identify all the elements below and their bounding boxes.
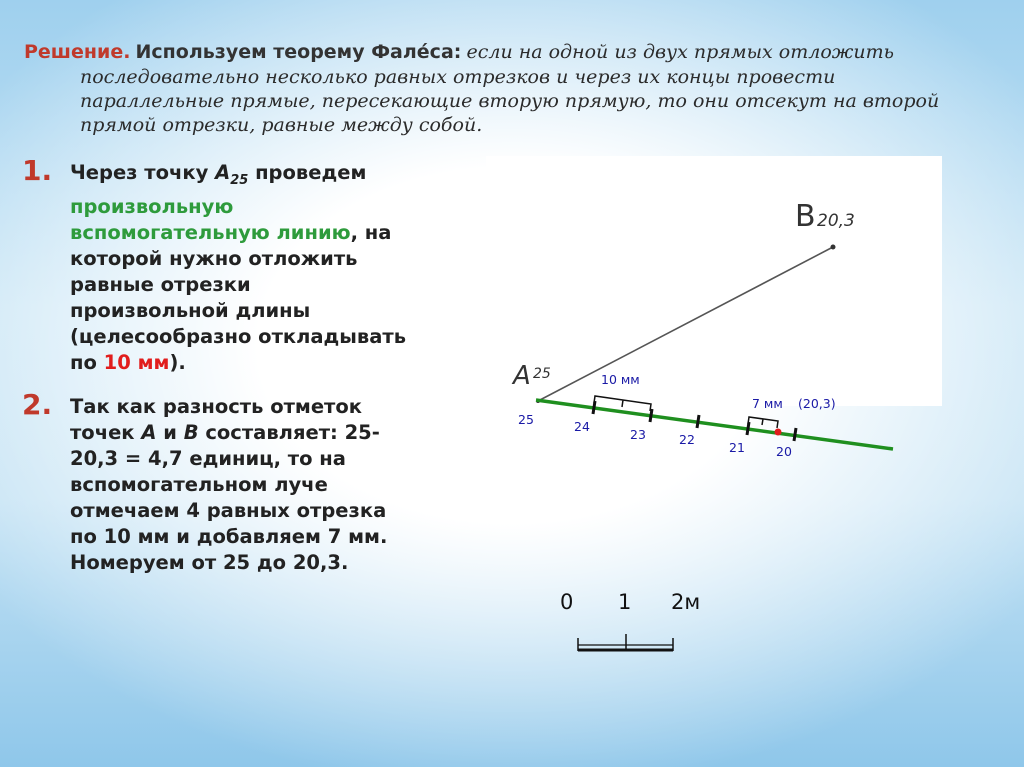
theorem-text-line: прямой отрезки, равные между собой.	[80, 114, 483, 136]
theorem-text-line: параллельные прямые, пересекающие вторую прямую, то они отсекут на второй	[80, 90, 940, 112]
point-20-3-mark	[775, 429, 782, 436]
scale-label: 1	[618, 590, 632, 614]
step-2-line: 20,3 = 4,7 единиц, то на	[70, 447, 346, 470]
brace-7mm-value: (20,3)	[798, 396, 836, 411]
step-1-text-part: , на	[350, 220, 392, 244]
tick-label: 24	[574, 419, 590, 434]
step-1-line: равные отрезки	[70, 272, 251, 296]
step-2-text-part: точек	[70, 421, 142, 444]
tick-label: 23	[630, 427, 646, 442]
step-1-text-part: проведем	[248, 161, 367, 184]
auxiliary-line-term: вспомогательную линию	[70, 220, 351, 244]
theorem-text-first: если на одной из двух прямых отложить	[466, 41, 894, 63]
step-2-number: 2.	[22, 388, 53, 421]
tick-mark	[697, 415, 699, 428]
step-1-text-part: по	[70, 350, 104, 374]
point-b-name: B	[795, 199, 816, 234]
step-2-text-part: и	[156, 421, 184, 444]
point-a-label: A	[215, 161, 231, 184]
tick-label: 25	[518, 412, 534, 427]
point-a-ref: А	[141, 421, 157, 444]
step-2-line: по 10 мм и добавляем 7 мм.	[70, 525, 388, 548]
auxiliary-line-term: произвольную	[70, 194, 234, 218]
step-1-line: (целесообразно откладывать	[70, 324, 407, 348]
step-1-text-part: Через точку	[70, 161, 216, 184]
scale-label: 0	[560, 590, 574, 614]
tick-mark	[794, 428, 796, 441]
tick-label: 20	[776, 444, 792, 459]
step-1-line: которой нужно отложить	[70, 246, 358, 270]
brace-7mm	[748, 417, 778, 428]
solution-label: Решение.	[24, 41, 131, 63]
scale-label: 2м	[671, 590, 701, 614]
step-2-line: отмечаем 4 равных отрезка	[70, 499, 387, 522]
step-1-text-part: ).	[169, 350, 186, 374]
step-2-line: Номеруем от 25 до 20,3.	[70, 551, 349, 574]
point-a-subscript: 25	[230, 172, 249, 188]
segment-ab	[538, 247, 833, 401]
brace-10mm-label: 10 мм	[601, 372, 640, 387]
point-a-name: A	[513, 361, 531, 391]
tick-label: 21	[729, 440, 745, 455]
tick-label: 22	[679, 432, 695, 447]
scale-bar	[578, 634, 673, 651]
theorem-lead: Используем теорему Фале́са:	[135, 41, 462, 63]
brace-7mm-label: 7 мм	[752, 396, 783, 411]
step-1-number: 1.	[22, 154, 53, 187]
step-2-line: вспомогательном луче	[70, 473, 328, 496]
point-b-dot	[831, 245, 836, 250]
step-1-line: произвольной длины	[70, 298, 311, 322]
point-b-elevation: 20,3	[817, 211, 855, 231]
point-a-elevation: 25	[533, 366, 551, 382]
step-2-line: Так как разность отметок	[70, 395, 362, 418]
segment-length-highlight: 10 мм	[103, 350, 170, 374]
theorem-text-line: последовательно несколько равных отрезков и через их концы провести	[80, 66, 836, 88]
point-b-ref: В	[183, 421, 199, 444]
step-2-text-part: составляет: 25-	[198, 421, 380, 444]
